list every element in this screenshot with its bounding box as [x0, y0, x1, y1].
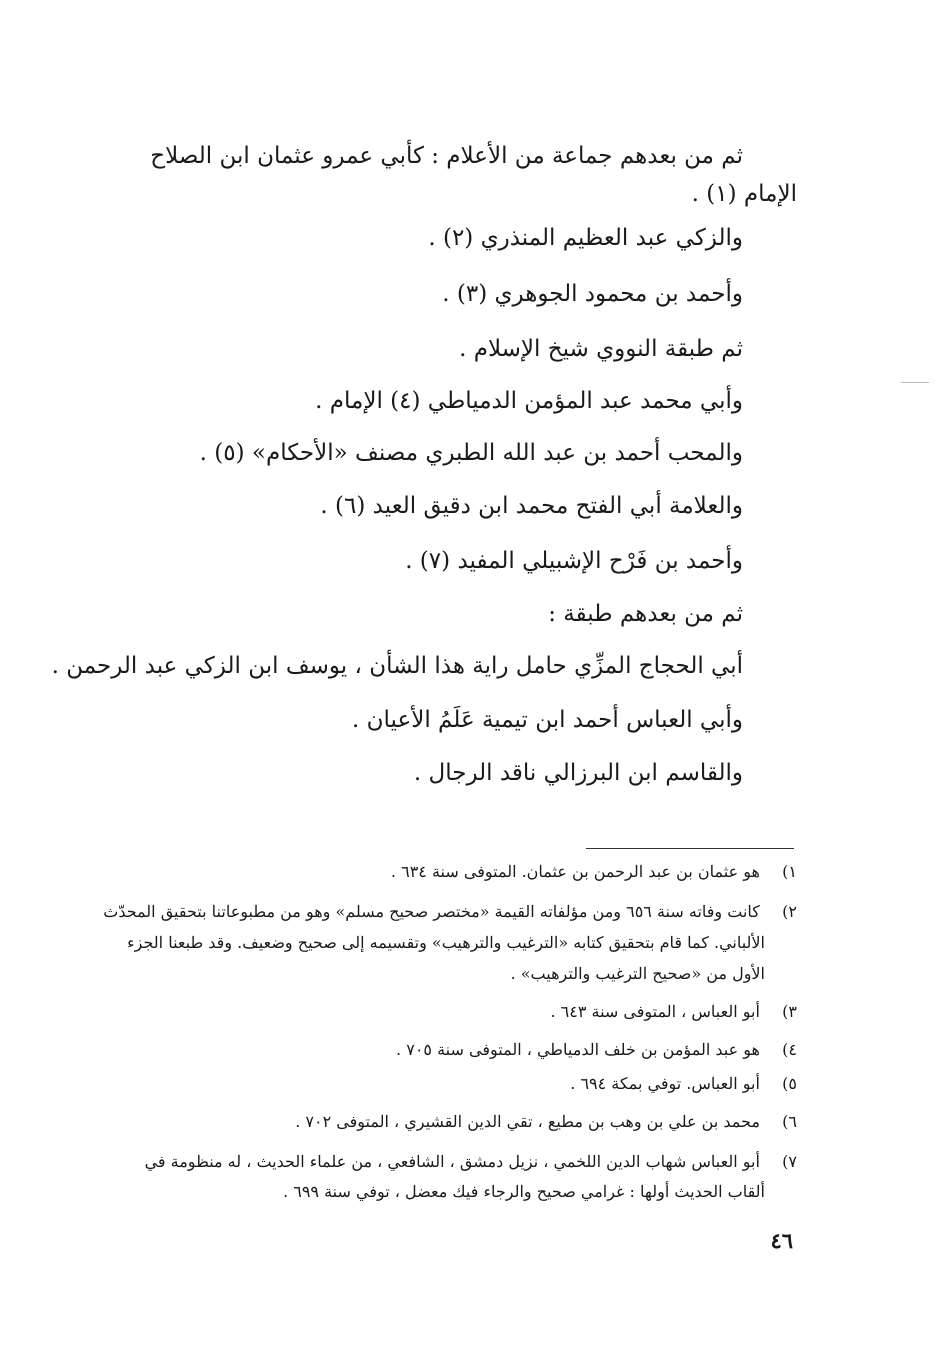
footnote-number: ٥)	[782, 1074, 797, 1093]
scan-mark	[901, 382, 929, 383]
footnote-number: ٤)	[782, 1040, 797, 1059]
footnote-6	[295, 1110, 797, 1134]
body-line-11: أبي الحجاج المزِّي حامل راية هذا الشأن ، يوسف ابن الزكي عبد الرحمن .	[51, 653, 743, 679]
footnote-divider	[586, 848, 794, 849]
footnote-2-cont-1: الألباني. كما قام بتحقيق كتابه «الترغيب والترهيب» وتقسيمه إلى صحيح وضعيف. وقد طبعنا الجزء	[127, 933, 765, 952]
body-line-7: والمحب أحمد بن عبد الله الطبري مصنف «الأحكام» (٥) .	[199, 440, 743, 466]
footnote-2	[103, 900, 797, 924]
footnote-number: ٣)	[782, 1002, 797, 1021]
footnote-4	[396, 1038, 797, 1062]
body-line-8: والعلامة أبي الفتح محمد ابن دقيق العيد (٦) .	[320, 493, 743, 519]
body-line-6: وأبي محمد عبد المؤمن الدمياطي (٤) الإمام .	[315, 388, 743, 414]
footnote-text: كانت وفاته سنة ٦٥٦ ومن مؤلفاته القيمة «مختصر صحيح مسلم» وهو من مطبوعاتنا بتحقيق المحدّث	[103, 902, 760, 921]
body-line-5: ثم طبقة النووي شيخ الإسلام .	[459, 336, 743, 362]
footnote-text: أبو العباس. توفي بمكة ٦٩٤ .	[570, 1074, 760, 1093]
body-line-4: وأحمد بن محمود الجوهري (٣) .	[442, 281, 743, 307]
body-line-2: الإمام (١) .	[691, 181, 797, 207]
footnote-text: محمد بن علي بن وهب بن مطيع ، تقي الدين القشيري ، المتوفى ٧٠٢ .	[295, 1112, 760, 1131]
footnote-number: ٢)	[782, 902, 797, 921]
footnote-number: ١)	[782, 862, 797, 881]
page-number: ٤٦	[770, 1228, 793, 1253]
footnote-1	[391, 860, 797, 884]
footnote-2-cont-2: الأول من «صحيح الترغيب والترهيب» .	[510, 964, 765, 983]
body-line-10: ثم من بعدهم طبقة :	[548, 601, 743, 627]
footnote-number: ٧)	[782, 1152, 797, 1171]
body-line-9: وأحمد بن فَرْح الإشبيلي المفيد (٧) .	[405, 548, 743, 574]
footnote-3	[550, 1000, 797, 1024]
footnote-7-cont-1: ألقاب الحديث أولها : غرامي صحيح والرجاء فيك معضل ، توفي سنة ٦٩٩ .	[283, 1182, 765, 1201]
footnote-text: أبو العباس ، المتوفى سنة ٦٤٣ .	[550, 1002, 760, 1021]
body-line-13: والقاسم ابن البرزالي ناقد الرجال .	[413, 760, 743, 786]
footnote-number: ٦)	[782, 1112, 797, 1131]
body-line-12: وأبي العباس أحمد ابن تيمية عَلَمُ الأعيان .	[352, 707, 743, 733]
footnote-text: هو عثمان بن عبد الرحمن بن عثمان. المتوفى سنة ٦٣٤ .	[390, 862, 760, 881]
body-line-3: والزكي عبد العظيم المنذري (٢) .	[428, 225, 743, 251]
footnote-5	[570, 1072, 797, 1096]
footnote-text: هو عبد المؤمن بن خلف الدمياطي ، المتوفى سنة ٧٠٥ .	[396, 1040, 760, 1059]
footnote-text: أبو العباس شهاب الدين اللخمي ، نزيل دمشق ، الشافعي ، من علماء الحديث ، له منظومة في	[144, 1152, 760, 1171]
body-line-1: ثم من بعدهم جماعة من الأعلام : كأبي عمرو عثمان ابن الصلاح	[150, 143, 743, 169]
footnote-7	[145, 1150, 797, 1174]
